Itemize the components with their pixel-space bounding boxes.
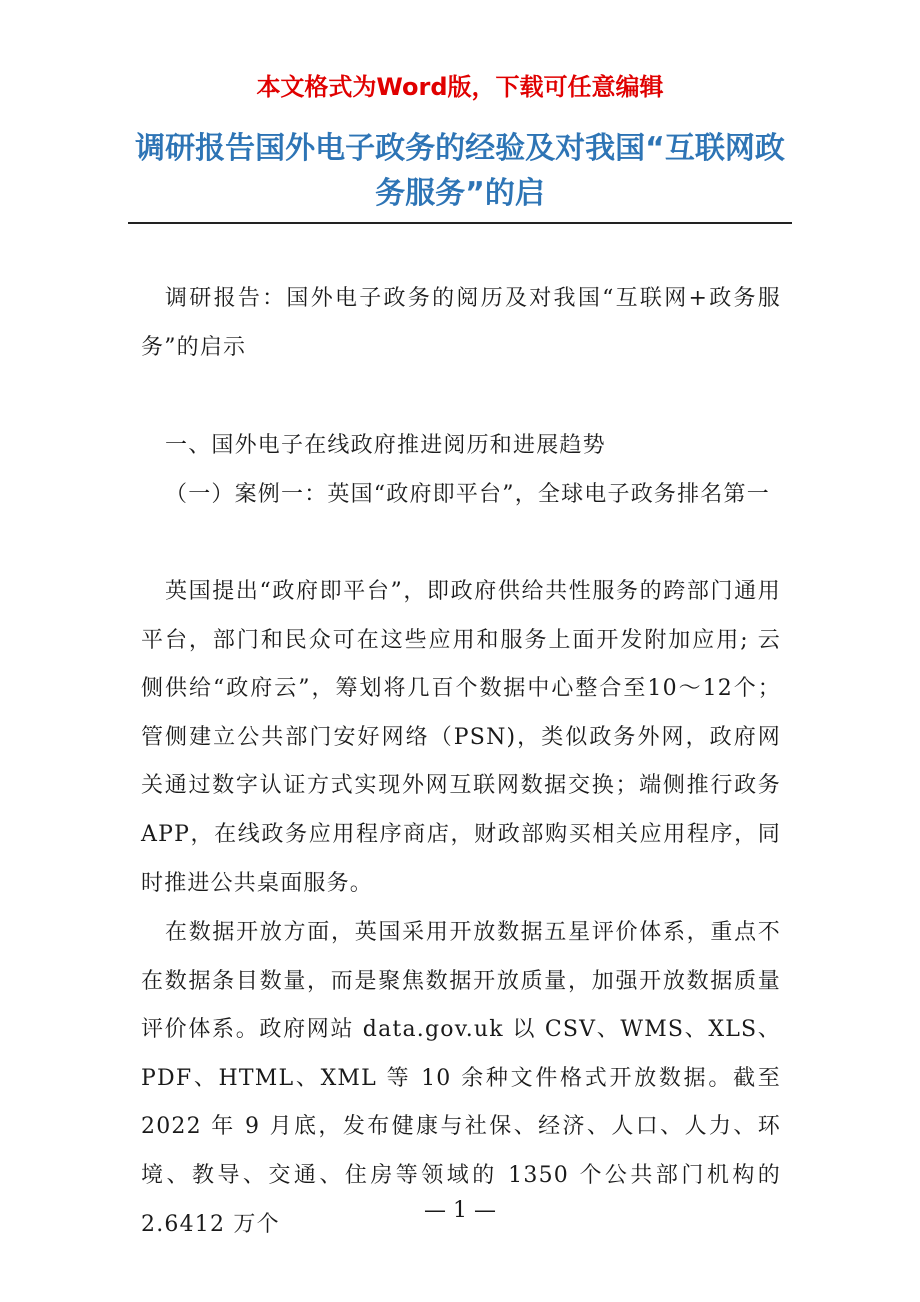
report-subtitle-paragraph: 调研报告：国外电子政务的阅历及对我国“互联网+政务服务”的启示: [141, 286, 781, 360]
case-heading-1: （一）案例一：英国“政府即平台”，全球电子政务排名第一: [165, 482, 770, 507]
section-heading-1: 一、国外电子在线政府推进阅历和进展趋势: [165, 433, 606, 458]
download-notice: 本文格式为Word版，下载可任意编辑: [256, 73, 664, 101]
body-paragraph-uk-platform: 英国提出“政府即平台”，即政府供给共性服务的跨部门通用平台，部门和民众可在这些应用和服务上面开发附加应用; 云侧供给“政府云”，筹划将几百个数据中心整合至10～12个；管侧建立公共部门安好网络（PSN)，类似政务外网，政府网关通过数字认证方式实现外网互联网数据交换；端侧推行政务APP，在线政务应用程序商店，财政部购买相关应用程序，同时推进公共桌面服务。: [141, 579, 781, 896]
document-title: 调研报告国外电子政务的经验及对我国“互联网政务服务”的启: [135, 131, 785, 211]
title-divider: [128, 222, 792, 224]
page-number: — 1 —: [424, 1198, 496, 1223]
body-paragraph-open-data: 在数据开放方面，英国采用开放数据五星评价体系，重点不在数据条目数量，而是聚焦数据开放质量，加强开放数据质量评价体系。政府网站 data.gov.uk 以 CSV、WMS、XLS、PDF、HTML、XML 等 10 余种文件格式开放数据。截至 2022 年 9 月底，发布健康与社保、经济、人口、人力、环境、教导、交通、住房等领域的 1350 个公共部门机构的 2.6412 万个: [141, 920, 781, 1237]
